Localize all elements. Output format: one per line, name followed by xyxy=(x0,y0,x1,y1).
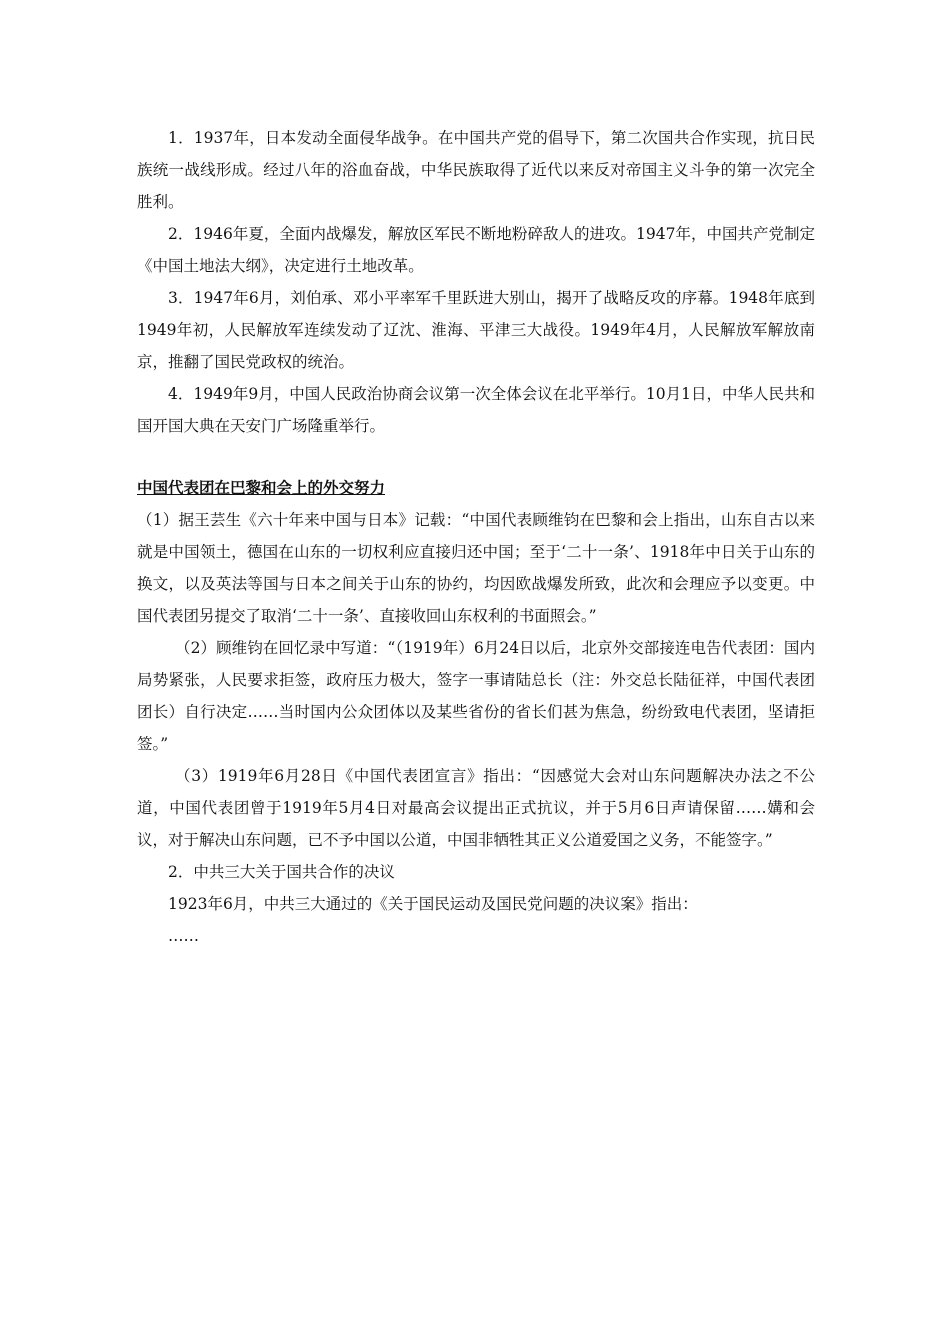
paragraph-2: 2．1946年夏，全面内战爆发，解放区军民不断地粉碎敌人的进攻。1947年，中国共产党制定《中国土地法大纲》，决定进行土地改革。 xyxy=(137,225,815,275)
quote-2: （2）顾维钧在回忆录中写道：“（1919年）6月24日以后，北京外交部接连电告代表团：国内局势紧张，人民要求拒签，政府压力极大，签字一事请陆总长（注：外交总长陆征祥，中国代表团团长）自行决定……当时国内公众团体以及某些省份的省长们甚为焦急，纷纷致电代表团，坚请拒签。” xyxy=(137,639,815,753)
item-2-title: 2．中共三大关于国共合作的决议 xyxy=(168,863,395,881)
quote-1: （1）据王芸生《六十年来中国与日本》记载：“中国代表顾维钧在巴黎和会上指出，山东自古以来就是中国领土，德国在山东的一切权利应直接归还中国；至于‘二十一条’、1918年中日关于山东的换文，以及英法等国与日本之间关于山东的协约，均因欧战爆发所致，此次和会理应予以变更。中国代表团另提交了取消‘二十一条’、直接收回山东权利的书面照会。” xyxy=(137,511,815,625)
item-2-text: 1923年6月，中共三大通过的《关于国民运动及国民党问题的决议案》指出： xyxy=(168,895,698,913)
paragraph-3: 3．1947年6月，刘伯承、邓小平率军千里跃进大别山，揭开了战略反攻的序幕。1948年底到1949年初，人民解放军连续发动了辽沈、淮海、平津三大战役。1949年4月，人民解放军解放南京，推翻了国民党政权的统治。 xyxy=(137,289,815,371)
paragraph-1: 1．1937年，日本发动全面侵华战争。在中国共产党的倡导下，第二次国共合作实现，抗日民族统一战线形成。经过八年的浴血奋战，中华民族取得了近代以来反对帝国主义斗争的第一次完全胜利。 xyxy=(137,129,815,211)
paragraph-4: 4．1949年9月，中国人民政治协商会议第一次全体会议在北平举行。10月1日，中华人民共和国开国大典在天安门广场隆重举行。 xyxy=(137,385,815,435)
section-gap xyxy=(137,442,815,472)
document-body xyxy=(137,122,815,952)
section-heading: 中国代表团在巴黎和会上的外交努力 xyxy=(137,478,386,497)
quote-3: （3）1919年6月28日《中国代表团宣言》指出：“因感觉大会对山东问题解决办法之不公道，中国代表团曾于1919年5月4日对最高会议提出正式抗议，并于5月6日声请保留……媾和会议，对于解决山东问题，已不予中国以公道，中国非牺牲其正义公道爱国之义务，不能签字。” xyxy=(137,767,815,849)
ellipsis: …… xyxy=(168,927,199,945)
